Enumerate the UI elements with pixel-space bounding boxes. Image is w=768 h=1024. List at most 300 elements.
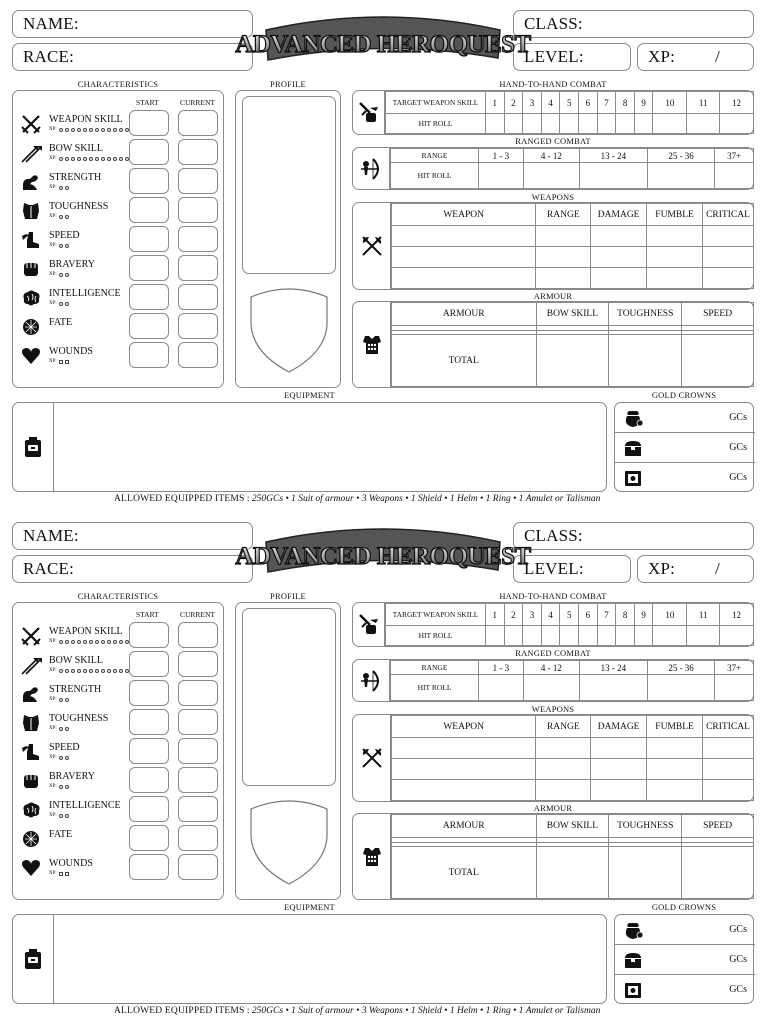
gold-crowns-row[interactable] bbox=[615, 915, 755, 945]
current-value-box[interactable] bbox=[178, 825, 218, 851]
armour-header-row bbox=[392, 815, 754, 838]
fist-icon bbox=[21, 771, 41, 791]
weapon-cell[interactable] bbox=[536, 247, 591, 268]
xp-tracker bbox=[49, 639, 129, 644]
characteristic-name: SPEED bbox=[49, 230, 80, 241]
xp-tracker bbox=[49, 185, 69, 190]
xp-tracker-label: XP: bbox=[49, 813, 57, 818]
allowed-items-note bbox=[114, 1006, 600, 1016]
characteristic-name: WEAPON SKILL bbox=[49, 114, 123, 125]
range-column-header: 13 - 24 bbox=[579, 661, 647, 675]
xp-tracker bbox=[49, 871, 69, 876]
xp-mark[interactable] bbox=[65, 756, 69, 760]
ranged-hit-cell[interactable] bbox=[647, 163, 715, 189]
start-value-box[interactable] bbox=[129, 825, 169, 851]
start-value-box[interactable] bbox=[129, 226, 169, 252]
ranged-hit-cell[interactable] bbox=[715, 163, 754, 189]
hit-roll-label: HIT ROLL bbox=[386, 114, 486, 134]
xp-mark[interactable] bbox=[95, 669, 99, 673]
hit-roll-cell[interactable] bbox=[634, 626, 653, 646]
hit-roll-cell[interactable] bbox=[560, 114, 579, 134]
treasure-chest-icon bbox=[623, 950, 643, 970]
start-value-box[interactable] bbox=[129, 313, 169, 339]
xp-label: XP: bbox=[648, 559, 676, 578]
crossed-axes-icon bbox=[360, 746, 384, 770]
hit-roll-cell[interactable] bbox=[504, 626, 523, 646]
start-value-box[interactable] bbox=[129, 854, 169, 880]
weapon-cell[interactable] bbox=[647, 268, 703, 289]
xp-mark[interactable] bbox=[65, 128, 69, 132]
hand-to-hand-panel bbox=[352, 602, 754, 647]
profile-panel bbox=[235, 90, 341, 388]
current-value-box[interactable] bbox=[178, 284, 218, 310]
xp-mark[interactable] bbox=[107, 669, 111, 673]
characteristic-row bbox=[13, 255, 223, 283]
xp-mark[interactable] bbox=[77, 157, 81, 161]
armour-cell[interactable] bbox=[609, 335, 682, 387]
characteristic-name: SPEED bbox=[49, 742, 80, 753]
hand-to-hand-panel bbox=[352, 90, 754, 135]
characteristic-name: FATE bbox=[49, 317, 73, 328]
weapon-cell[interactable] bbox=[703, 226, 754, 247]
hit-roll-row bbox=[386, 114, 754, 134]
xp-mark[interactable] bbox=[65, 302, 69, 306]
hit-roll-cell[interactable] bbox=[634, 114, 653, 134]
hand-to-hand-table bbox=[385, 91, 754, 134]
race-field[interactable] bbox=[12, 43, 253, 71]
xp-tracker bbox=[49, 272, 69, 277]
equipment-icon-cell bbox=[13, 915, 54, 1003]
xp-mark[interactable] bbox=[89, 128, 93, 132]
xp-mark[interactable] bbox=[77, 669, 81, 673]
weapons-icon-cell bbox=[353, 203, 391, 289]
xp-tracker-label: XP: bbox=[49, 871, 57, 876]
target-column-header: 6 bbox=[579, 92, 598, 114]
hit-roll-cell[interactable] bbox=[653, 114, 687, 134]
xp-field[interactable] bbox=[637, 555, 754, 583]
start-value-box[interactable] bbox=[129, 168, 169, 194]
current-value-box[interactable] bbox=[178, 313, 218, 339]
xp-tracker-label: XP: bbox=[49, 214, 57, 219]
weapon-cell[interactable] bbox=[591, 738, 647, 759]
characteristic-name: BRAVERY bbox=[49, 771, 95, 782]
current-value-box[interactable] bbox=[178, 197, 218, 223]
xp-mark[interactable] bbox=[95, 640, 99, 644]
weapon-cell[interactable] bbox=[591, 268, 647, 289]
hit-roll-cell[interactable] bbox=[616, 626, 635, 646]
hit-roll-cell[interactable] bbox=[720, 114, 754, 134]
equipment-heading: EQUIPMENT bbox=[284, 390, 335, 400]
armour-icon-cell bbox=[353, 814, 391, 899]
xp-mark[interactable] bbox=[65, 244, 69, 248]
shield-crest-icon[interactable] bbox=[247, 287, 331, 375]
xp-tracker bbox=[49, 214, 69, 219]
allowed-items-colon: : bbox=[244, 1006, 252, 1016]
xp-mark[interactable] bbox=[59, 727, 63, 731]
allowed-items-note bbox=[114, 494, 600, 504]
hit-roll-cell[interactable] bbox=[579, 114, 598, 134]
target-column-header: 10 bbox=[653, 92, 687, 114]
target-column-header: 6 bbox=[579, 604, 598, 626]
target-row bbox=[386, 604, 754, 626]
range-column-header: 4 - 12 bbox=[523, 661, 579, 675]
start-value-box[interactable] bbox=[129, 197, 169, 223]
weapon-cell[interactable] bbox=[647, 759, 703, 780]
xp-mark[interactable] bbox=[65, 727, 69, 731]
hit-roll-cell[interactable] bbox=[616, 114, 635, 134]
ranged-icon-cell bbox=[353, 148, 390, 189]
weapons-heading: WEAPONS bbox=[531, 192, 575, 202]
archer-bow-icon bbox=[359, 669, 383, 693]
characteristic-row bbox=[13, 168, 223, 196]
weapons-table bbox=[391, 203, 754, 289]
start-value-box[interactable] bbox=[129, 796, 169, 822]
hit-roll-cell[interactable] bbox=[523, 626, 542, 646]
xp-mark[interactable] bbox=[119, 157, 123, 161]
range-column-header: 1 - 3 bbox=[479, 661, 524, 675]
gold-crowns-row[interactable] bbox=[615, 975, 755, 1005]
ranged-table bbox=[390, 148, 754, 189]
backpack-icon bbox=[23, 948, 43, 970]
xp-mark[interactable] bbox=[65, 186, 69, 190]
xp-mark[interactable] bbox=[65, 785, 69, 789]
hit-roll-cell[interactable] bbox=[504, 114, 523, 134]
xp-mark[interactable] bbox=[119, 640, 123, 644]
weapons-panel bbox=[352, 202, 754, 290]
armour-column-header: SPEED bbox=[682, 815, 754, 838]
xp-mark[interactable] bbox=[113, 669, 117, 673]
xp-mark[interactable] bbox=[71, 669, 75, 673]
strongbox-icon bbox=[623, 468, 643, 488]
start-value-box[interactable] bbox=[129, 680, 169, 706]
target-weapon-skill-label: TARGET WEAPON SKILL bbox=[386, 604, 486, 626]
xp-mark[interactable] bbox=[65, 814, 69, 818]
weapon-cell[interactable] bbox=[392, 780, 536, 801]
profile-heading: PROFILE bbox=[270, 79, 306, 89]
xp-mark[interactable] bbox=[95, 128, 99, 132]
weapon-cell[interactable] bbox=[647, 780, 703, 801]
xp-mark[interactable] bbox=[59, 785, 63, 789]
hit-roll-cell[interactable] bbox=[720, 626, 754, 646]
xp-mark[interactable] bbox=[59, 273, 63, 277]
weapon-cell[interactable] bbox=[392, 759, 536, 780]
characteristic-name: FATE bbox=[49, 829, 73, 840]
xp-mark[interactable] bbox=[89, 640, 93, 644]
xp-tracker-label: XP: bbox=[49, 697, 57, 702]
allowed-items-label: ALLOWED EQUIPPED ITEMS bbox=[114, 1006, 245, 1016]
hand-to-hand-icon-cell bbox=[353, 91, 385, 134]
range-column-header: 25 - 36 bbox=[647, 661, 715, 675]
xp-mark[interactable] bbox=[65, 669, 69, 673]
xp-mark[interactable] bbox=[59, 756, 63, 760]
xp-mark[interactable] bbox=[65, 640, 69, 644]
ranged-hit-cell[interactable] bbox=[579, 675, 647, 701]
current-value-box[interactable] bbox=[178, 709, 218, 735]
current-value-box[interactable] bbox=[178, 622, 218, 648]
shield-crest-icon[interactable] bbox=[247, 799, 331, 887]
weapon-row bbox=[392, 268, 754, 289]
current-value-box[interactable] bbox=[178, 738, 218, 764]
xp-mark[interactable] bbox=[95, 157, 99, 161]
hit-roll-cell[interactable] bbox=[541, 114, 560, 134]
xp-tracker-label: XP: bbox=[49, 784, 57, 789]
characteristic-name: WOUNDS bbox=[49, 858, 93, 869]
range-column-header: 4 - 12 bbox=[523, 149, 579, 163]
xp-mark[interactable] bbox=[59, 215, 63, 219]
start-value-box[interactable] bbox=[129, 139, 169, 165]
current-value-box[interactable] bbox=[178, 226, 218, 252]
weapon-cell[interactable] bbox=[591, 247, 647, 268]
start-value-box[interactable] bbox=[129, 255, 169, 281]
xp-mark[interactable] bbox=[101, 669, 105, 673]
fate-orb-icon bbox=[21, 317, 41, 337]
xp-mark[interactable] bbox=[89, 669, 93, 673]
equipment-panel[interactable] bbox=[12, 914, 607, 1004]
class-field[interactable] bbox=[513, 10, 754, 38]
hit-roll-cell[interactable] bbox=[597, 626, 616, 646]
target-column-header: 9 bbox=[634, 604, 653, 626]
equipment-panel[interactable] bbox=[12, 402, 607, 492]
weapon-row bbox=[392, 247, 754, 268]
start-value-box[interactable] bbox=[129, 342, 169, 368]
weapon-cell[interactable] bbox=[392, 226, 536, 247]
ranged-hit-cell[interactable] bbox=[647, 675, 715, 701]
gc-unit-label: GCs bbox=[729, 984, 747, 995]
ranged-hit-cell[interactable] bbox=[523, 163, 579, 189]
portrait-frame[interactable] bbox=[242, 96, 336, 274]
gold-crowns-row[interactable] bbox=[615, 403, 755, 433]
weapon-cell[interactable] bbox=[536, 780, 591, 801]
xp-mark[interactable] bbox=[83, 640, 87, 644]
xp-mark[interactable] bbox=[83, 128, 87, 132]
xp-mark[interactable] bbox=[59, 360, 63, 364]
equipment-heading: EQUIPMENT bbox=[284, 902, 335, 912]
weapon-cell[interactable] bbox=[536, 738, 591, 759]
current-value-box[interactable] bbox=[178, 255, 218, 281]
current-value-box[interactable] bbox=[178, 854, 218, 880]
xp-mark[interactable] bbox=[107, 157, 111, 161]
ranged-hit-cell[interactable] bbox=[579, 163, 647, 189]
armour-column-header: BOW SKILL bbox=[536, 815, 609, 838]
coin-purse-icon bbox=[623, 408, 643, 428]
xp-mark[interactable] bbox=[59, 872, 63, 876]
name-field[interactable] bbox=[12, 10, 253, 38]
xp-mark[interactable] bbox=[113, 128, 117, 132]
characteristic-row bbox=[13, 767, 223, 795]
ranged-hit-cell[interactable] bbox=[523, 675, 579, 701]
weapons-heading: WEAPONS bbox=[531, 704, 575, 714]
class-field[interactable] bbox=[513, 522, 754, 550]
xp-mark[interactable] bbox=[113, 640, 117, 644]
ranged-heading: RANGED COMBAT bbox=[515, 136, 591, 146]
weapon-cell[interactable] bbox=[703, 247, 754, 268]
name-field[interactable] bbox=[12, 522, 253, 550]
xp-label: XP: bbox=[648, 47, 676, 66]
weapon-cell[interactable] bbox=[536, 268, 591, 289]
current-value-box[interactable] bbox=[178, 680, 218, 706]
weapon-cell[interactable] bbox=[703, 738, 754, 759]
weapon-cell[interactable] bbox=[591, 780, 647, 801]
xp-mark[interactable] bbox=[101, 640, 105, 644]
hit-roll-cell[interactable] bbox=[486, 114, 505, 134]
characteristics-panel bbox=[12, 90, 224, 388]
hit-roll-label: HIT ROLL bbox=[386, 626, 486, 646]
sword-hand-icon bbox=[358, 613, 380, 637]
xp-mark[interactable] bbox=[113, 157, 117, 161]
weapon-cell[interactable] bbox=[703, 759, 754, 780]
start-value-box[interactable] bbox=[129, 284, 169, 310]
current-value-box[interactable] bbox=[178, 342, 218, 368]
characteristic-name: WOUNDS bbox=[49, 346, 93, 357]
hit-roll-cell[interactable] bbox=[560, 626, 579, 646]
weapon-cell[interactable] bbox=[647, 226, 703, 247]
level-label: LEVEL: bbox=[524, 47, 584, 66]
xp-mark[interactable] bbox=[89, 157, 93, 161]
xp-tracker-label: XP: bbox=[49, 359, 57, 364]
xp-mark[interactable] bbox=[59, 814, 63, 818]
xp-mark[interactable] bbox=[107, 640, 111, 644]
hit-roll-cell[interactable] bbox=[687, 114, 720, 134]
start-value-box[interactable] bbox=[129, 767, 169, 793]
start-value-box[interactable] bbox=[129, 709, 169, 735]
xp-mark[interactable] bbox=[77, 640, 81, 644]
brain-icon bbox=[21, 288, 41, 308]
current-value-box[interactable] bbox=[178, 168, 218, 194]
xp-mark[interactable] bbox=[65, 698, 69, 702]
xp-mark[interactable] bbox=[59, 640, 63, 644]
weapon-cell[interactable] bbox=[647, 738, 703, 759]
backpack-icon bbox=[23, 436, 43, 458]
armour-panel bbox=[352, 813, 754, 900]
weapon-cell[interactable] bbox=[392, 247, 536, 268]
hit-roll-cell[interactable] bbox=[541, 626, 560, 646]
gold-crowns-row[interactable] bbox=[615, 945, 755, 975]
xp-mark[interactable] bbox=[107, 128, 111, 132]
range-column-header: 37+ bbox=[715, 661, 754, 675]
current-value-box[interactable] bbox=[178, 139, 218, 165]
xp-mark[interactable] bbox=[83, 669, 87, 673]
start-value-box[interactable] bbox=[129, 622, 169, 648]
weapons-column-header: CRITICAL bbox=[703, 204, 754, 226]
xp-mark[interactable] bbox=[59, 244, 63, 248]
hit-roll-cell[interactable] bbox=[687, 626, 720, 646]
xp-mark[interactable] bbox=[65, 157, 69, 161]
armour-total-row bbox=[392, 335, 754, 387]
hit-roll-cell[interactable] bbox=[486, 626, 505, 646]
xp-mark[interactable] bbox=[65, 273, 69, 277]
xp-tracker bbox=[49, 127, 129, 132]
xp-mark[interactable] bbox=[65, 872, 69, 876]
class-label: CLASS: bbox=[524, 14, 583, 33]
armour-cell[interactable] bbox=[682, 335, 754, 387]
weapon-cell[interactable] bbox=[703, 780, 754, 801]
xp-mark[interactable] bbox=[83, 157, 87, 161]
armour-table bbox=[391, 302, 754, 387]
target-column-header: 10 bbox=[653, 604, 687, 626]
target-column-header: 2 bbox=[504, 604, 523, 626]
hit-roll-cell[interactable] bbox=[523, 114, 542, 134]
start-value-box[interactable] bbox=[129, 110, 169, 136]
xp-mark[interactable] bbox=[59, 186, 63, 190]
current-value-box[interactable] bbox=[178, 796, 218, 822]
xp-mark[interactable] bbox=[59, 157, 63, 161]
current-value-box[interactable] bbox=[178, 651, 218, 677]
weapon-cell[interactable] bbox=[591, 226, 647, 247]
xp-mark[interactable] bbox=[65, 360, 69, 364]
xp-tracker-label: XP: bbox=[49, 668, 57, 673]
hit-roll-cell[interactable] bbox=[579, 626, 598, 646]
xp-mark[interactable] bbox=[77, 128, 81, 132]
start-value-box[interactable] bbox=[129, 738, 169, 764]
armour-total-row bbox=[392, 847, 754, 899]
weapon-cell[interactable] bbox=[536, 226, 591, 247]
range-column-header: 25 - 36 bbox=[647, 149, 715, 163]
xp-mark[interactable] bbox=[59, 698, 63, 702]
weapon-cell[interactable] bbox=[392, 268, 536, 289]
start-value-box[interactable] bbox=[129, 651, 169, 677]
arrows-icon bbox=[21, 655, 41, 675]
weapon-row bbox=[392, 226, 754, 247]
ranged-hit-cell[interactable] bbox=[479, 163, 524, 189]
target-column-header: 4 bbox=[541, 604, 560, 626]
armour-cell[interactable] bbox=[536, 847, 609, 899]
weapons-column-header: DAMAGE bbox=[591, 204, 647, 226]
portrait-frame[interactable] bbox=[242, 608, 336, 786]
target-column-header: 7 bbox=[597, 92, 616, 114]
xp-mark[interactable] bbox=[101, 157, 105, 161]
current-value-box[interactable] bbox=[178, 110, 218, 136]
xp-mark[interactable] bbox=[101, 128, 105, 132]
hit-roll-cell[interactable] bbox=[653, 626, 687, 646]
weapon-cell[interactable] bbox=[392, 738, 536, 759]
name-label: NAME: bbox=[23, 14, 79, 33]
hand-to-hand-icon-cell bbox=[353, 603, 385, 646]
armour-table bbox=[391, 814, 754, 899]
armour-column-header: ARMOUR bbox=[392, 303, 537, 326]
xp-mark[interactable] bbox=[71, 157, 75, 161]
weapon-cell[interactable] bbox=[536, 759, 591, 780]
chainmail-icon bbox=[362, 334, 382, 356]
weapon-cell[interactable] bbox=[703, 268, 754, 289]
xp-mark[interactable] bbox=[59, 302, 63, 306]
ranged-hit-cell[interactable] bbox=[479, 675, 524, 701]
xp-mark[interactable] bbox=[119, 128, 123, 132]
xp-mark[interactable] bbox=[119, 669, 123, 673]
xp-field[interactable] bbox=[637, 43, 754, 71]
gold-crowns-row[interactable] bbox=[615, 433, 755, 463]
hit-roll-cell[interactable] bbox=[597, 114, 616, 134]
armour-cell[interactable] bbox=[536, 335, 609, 387]
xp-mark[interactable] bbox=[71, 640, 75, 644]
race-field[interactable] bbox=[12, 555, 253, 583]
xp-mark[interactable] bbox=[65, 215, 69, 219]
current-value-box[interactable] bbox=[178, 767, 218, 793]
gold-crowns-row[interactable] bbox=[615, 463, 755, 493]
xp-mark[interactable] bbox=[71, 128, 75, 132]
armour-panel bbox=[352, 301, 754, 388]
xp-mark[interactable] bbox=[59, 669, 63, 673]
weapon-row bbox=[392, 759, 754, 780]
allowed-items-list: 250GCs • 1 Suit of armour • 3 Weapons • 1 Shield • 1 Helm • 1 Ring • 1 Amulet or Talisman bbox=[251, 1006, 601, 1016]
weapon-cell[interactable] bbox=[591, 759, 647, 780]
armour-cell[interactable] bbox=[609, 847, 682, 899]
armour-cell[interactable] bbox=[682, 847, 754, 899]
xp-mark[interactable] bbox=[59, 128, 63, 132]
characteristic-row bbox=[13, 622, 223, 650]
ranged-hit-cell[interactable] bbox=[715, 675, 754, 701]
gold-crowns-panel bbox=[614, 914, 754, 1004]
weapon-cell[interactable] bbox=[647, 247, 703, 268]
